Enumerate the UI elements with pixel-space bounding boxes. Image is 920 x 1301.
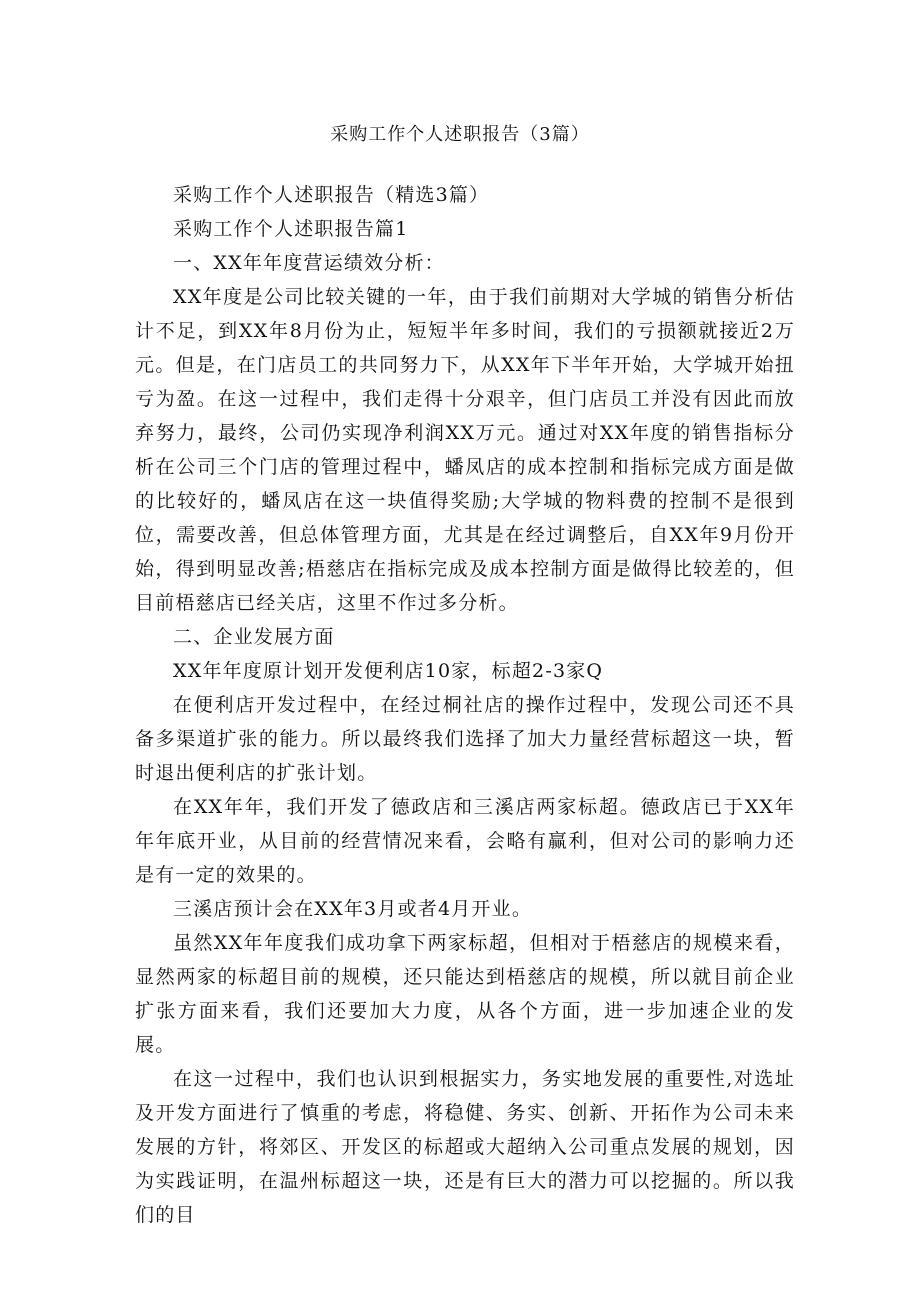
body-paragraph: 虽然XX年年度我们成功拿下两家标超，但相对于梧慈店的规模来看，显然两家的标超目前的规模，还只能达到梧慈店的规模，所以就目前企业扩张方面来看，我们还要加大力度，从各个方面，进一步加速企业的发展。 [135, 932, 795, 1056]
body-paragraph: 在这一过程中，我们也认识到根据实力，务实地发展的重要性,对选址及开发方面进行了慎重的考虑，将稳健、务实、创新、开拓作为公司未来发展的方针，将郊区、开发区的标超或大超纳入公司重点发展的规划，因为实践证明，在温州标超这一块，还是有巨大的潜力可以挖掘的。所以我们的目 [135, 1068, 795, 1226]
document-subtitle: 采购工作个人述职报告（精选3篇） [173, 184, 490, 206]
body-paragraph: XX年度是公司比较关键的一年，由于我们前期对大学城的销售分析估计不足，到XX年8月份为止，短短半年多时间，我们的亏损额就接近2万元。但是，在门店员工的共同努力下，从XX年下半年开始，大学城开始扭亏为盈。在这一过程中，我们走得十分艰辛，但门店员工并没有因此而放弃努力，最终，公司仍实现净利润XX万元。通过对XX年度的销售指标分析在公司三个门店的管理过程中，蟠凤店的成本控制和指标完成方面是做的比较好的，蟠凤店在这一块值得奖励;大学城的物料费的控制不是很到位，需要改善，但总体管理方面，尤其是在经过调整后，自XX年9月份开始，得到明显改善;梧慈店在指标完成及成本控制方面是做得比较差的，但目前梧慈店已经关店，这里不作过多分析。 [135, 286, 795, 614]
section-heading: 采购工作个人述职报告篇1 [173, 218, 409, 240]
subsection-heading: 二、企业发展方面 [173, 626, 335, 648]
body-paragraph: 在XX年年，我们开发了德政店和三溪店两家标超。德政店已于XX年年年底开业，从目前的经营情况来看，会略有赢利，但对公司的影响力还是有一定的效果的。 [135, 796, 795, 886]
subsection-heading: 一、XX年年度营运绩效分析： [173, 252, 445, 274]
body-paragraph: XX年年度原计划开发便利店10家，标超2-3家Q [173, 660, 604, 682]
document-body [135, 178, 795, 1232]
body-paragraph: 在便利店开发过程中，在经过桐社店的操作过程中，发现公司还不具备多渠道扩张的能力。所以最终我们选择了加大力量经营标超这一块，暂时退出便利店的扩张计划。 [135, 694, 795, 784]
body-paragraph: 三溪店预计会在XX年3月或者4月开业。 [173, 898, 533, 920]
document-title: 采购工作个人述职报告（3篇） [330, 124, 590, 145]
